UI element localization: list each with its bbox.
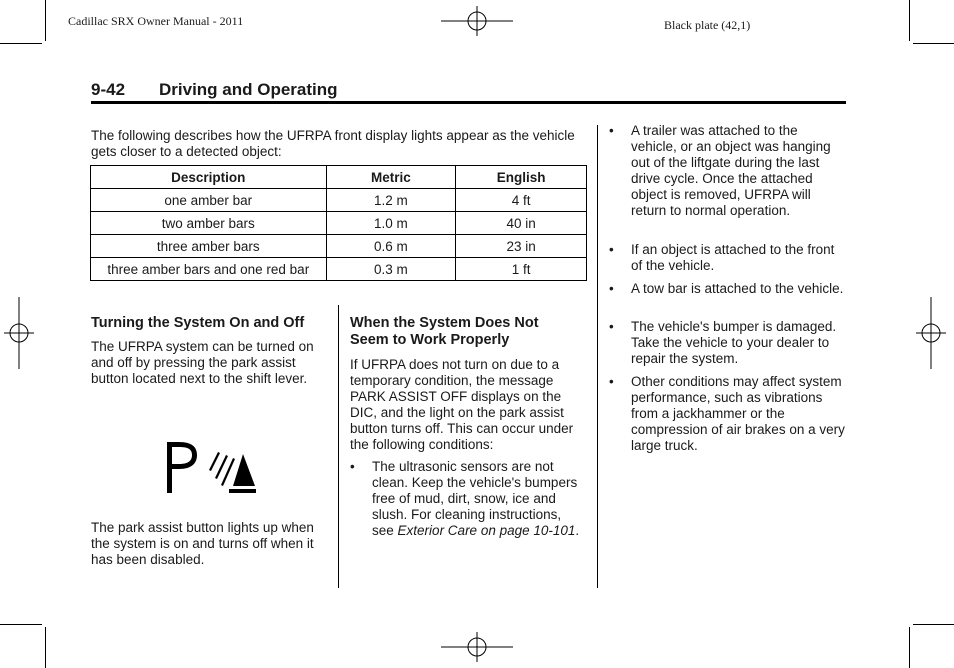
list-item-body: The ultrasonic sensors are not clean. Keep the vehicle's bumpers free of mud, dirt, snow, ice and slush. For cleaning instructions, see bbox=[372, 459, 578, 538]
table-cell: one amber bar bbox=[91, 189, 327, 212]
distance-table bbox=[90, 165, 587, 281]
table-cell: two amber bars bbox=[91, 212, 327, 235]
bullet-mark: • bbox=[609, 319, 614, 334]
park-assist-icon bbox=[163, 440, 258, 495]
table-cell: 0.3 m bbox=[326, 258, 456, 281]
table-cell: three amber bars and one red bar bbox=[91, 258, 327, 281]
table-cell: 1.2 m bbox=[326, 189, 456, 212]
manual-title: Cadillac SRX Owner Manual - 2011 bbox=[68, 14, 244, 28]
column-divider bbox=[338, 305, 339, 588]
list-item-text: If an object is attached to the front of the vehicle. bbox=[631, 242, 835, 273]
table-row bbox=[91, 235, 587, 258]
table-row bbox=[91, 212, 587, 235]
registration-mark-icon bbox=[441, 632, 513, 662]
table-cell: 1 ft bbox=[456, 258, 587, 281]
plate-label: Black plate (42,1) bbox=[664, 18, 751, 32]
section-title bbox=[91, 80, 338, 100]
heading-not-working bbox=[350, 315, 590, 349]
table-header-row bbox=[91, 166, 587, 189]
table-cell: 23 in bbox=[456, 235, 587, 258]
list-item-text: A trailer was attached to the vehicle, or an object was hanging out of the liftgate during the last drive cycle. Once the attached object is removed, UFRPA will return to normal operation. bbox=[631, 123, 831, 218]
list-item-text: A tow bar is attached to the vehicle. bbox=[631, 281, 844, 296]
bullet-mark: • bbox=[350, 459, 355, 474]
crop-mark bbox=[45, 0, 46, 41]
registration-mark-icon bbox=[916, 297, 946, 369]
table-cell: 4 ft bbox=[456, 189, 587, 212]
list-item-end: . bbox=[575, 523, 580, 538]
table-cell: 0.6 m bbox=[326, 235, 456, 258]
crop-mark bbox=[913, 43, 954, 44]
bullet-mark: • bbox=[609, 281, 614, 296]
table-header-cell: Metric bbox=[326, 166, 456, 189]
intro-paragraph: The following describes how the UFRPA front display lights appear as the vehicle gets closer to a detected object: bbox=[91, 128, 575, 159]
not-working-paragraph: If UFRPA does not turn on due to a temporary condition, the message PARK ASSIST OFF displays on the DIC, and the light on the park assist button turns off. This can occur under the following conditions: bbox=[350, 357, 574, 452]
list-item-text: The vehicle's bumper is damaged. Take the vehicle to your dealer to repair the system. bbox=[631, 319, 837, 366]
section-name: Driving and Operating bbox=[159, 80, 338, 99]
list-item-text bbox=[372, 459, 584, 539]
registration-mark-icon bbox=[4, 297, 34, 369]
table-cell: 40 in bbox=[456, 212, 587, 235]
bullet-mark: • bbox=[609, 374, 614, 389]
title-rule bbox=[91, 101, 846, 104]
heading-on-off: Turning the System On and Off bbox=[91, 315, 305, 331]
registration-mark-icon bbox=[441, 6, 513, 36]
on-off-paragraph: The UFRPA system can be turned on and off by pressing the park assist button located next to the shift lever. bbox=[91, 339, 314, 386]
column-divider bbox=[597, 125, 598, 588]
table-header-cell: Description bbox=[91, 166, 327, 189]
crop-mark bbox=[913, 624, 954, 625]
bullet-mark: • bbox=[609, 242, 614, 257]
table-row bbox=[91, 258, 587, 281]
bullet-mark: • bbox=[609, 123, 614, 138]
heading-line: Seem to Work Properly bbox=[350, 332, 510, 348]
heading-line: When the System Does Not bbox=[350, 315, 539, 331]
crop-mark bbox=[45, 627, 46, 668]
table-cell: 1.0 m bbox=[326, 212, 456, 235]
crop-mark bbox=[909, 627, 910, 668]
crop-mark bbox=[909, 0, 910, 41]
list-item-text: Other conditions may affect system performance, such as vibrations from a jackhammer or the compression of air brakes on a very large truck. bbox=[631, 374, 845, 453]
table-row bbox=[91, 189, 587, 212]
page-number: 9-42 bbox=[91, 80, 126, 99]
crop-mark bbox=[0, 624, 42, 625]
crop-mark bbox=[0, 43, 42, 44]
table-header-cell: English bbox=[456, 166, 587, 189]
table-cell: three amber bars bbox=[91, 235, 327, 258]
cross-reference-link[interactable]: Exterior Care on page 10-101 bbox=[397, 523, 576, 538]
button-light-paragraph: The park assist button lights up when the system is on and turns off when it has been disabled. bbox=[91, 520, 314, 567]
